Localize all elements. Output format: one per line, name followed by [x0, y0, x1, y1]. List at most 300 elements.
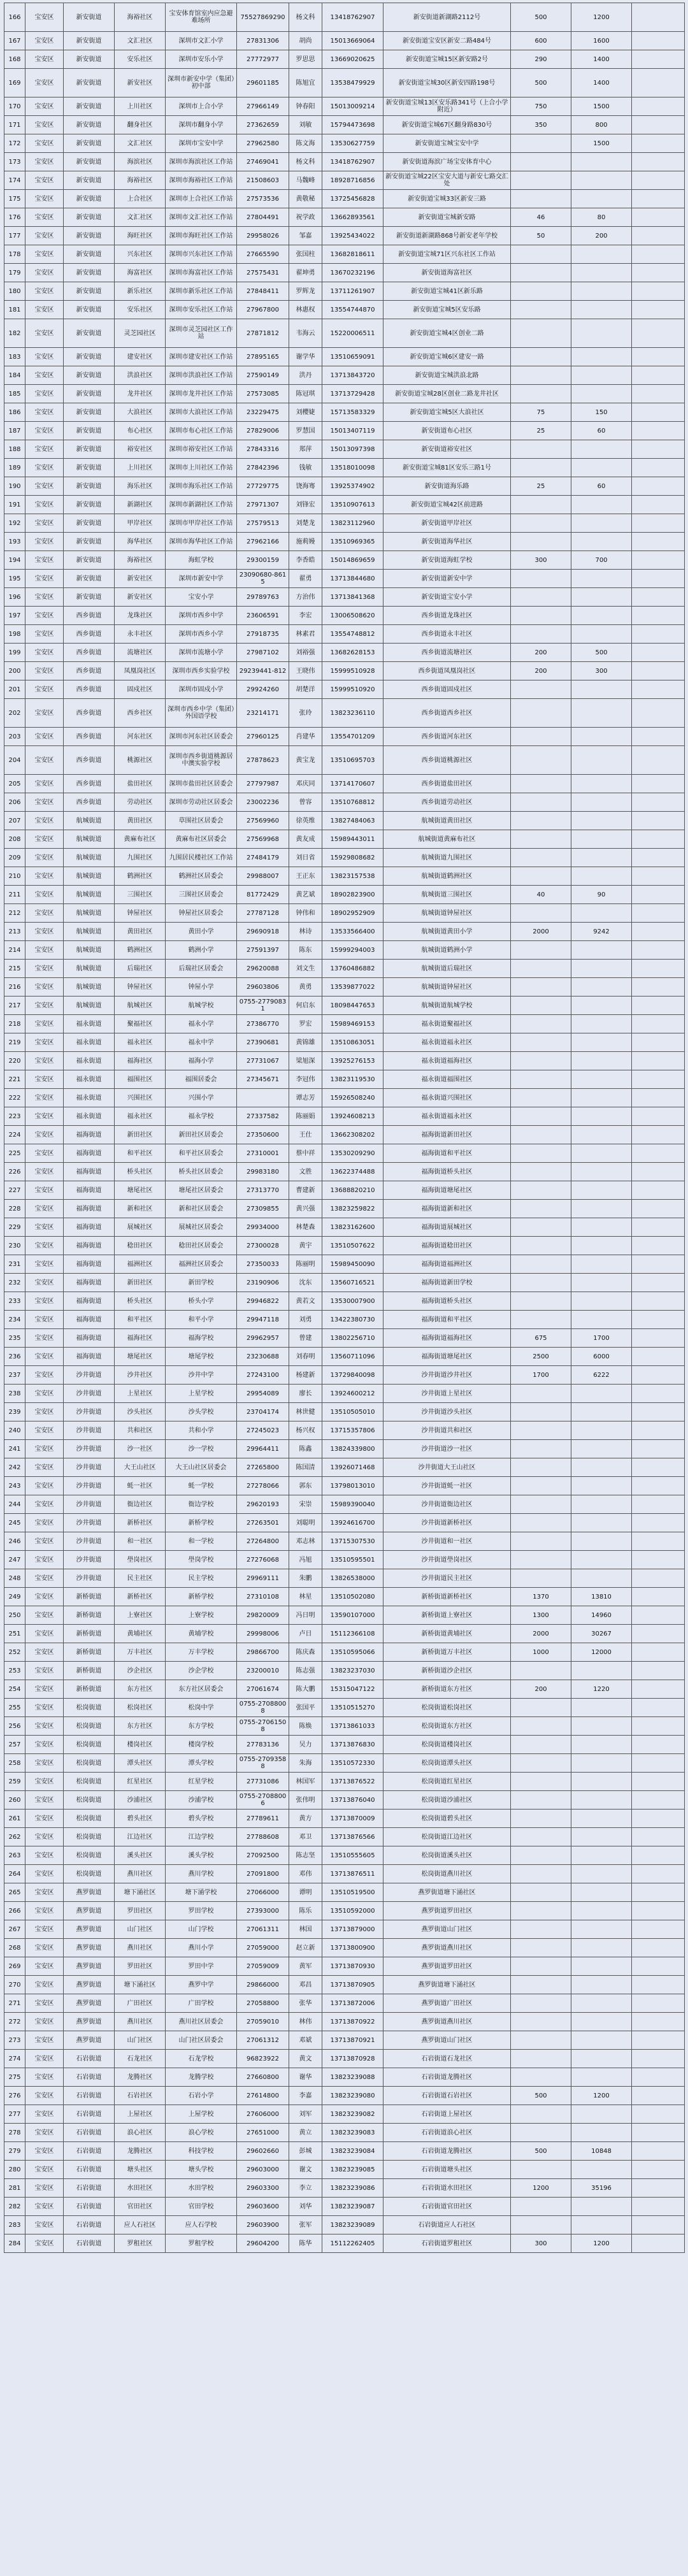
cell-phone: 29969111: [237, 1569, 289, 1588]
cell-blank: [632, 2031, 685, 2050]
cell-street: 西乡街道: [64, 775, 115, 793]
cell-address: 西乡街道固戍社区: [383, 680, 511, 699]
cell-mobile: 15999510928: [322, 662, 383, 680]
cell-area: [511, 1514, 571, 1532]
cell-mobile: 13823119530: [322, 1070, 383, 1089]
cell-contact: 黄锦雄: [289, 1033, 322, 1052]
cell-row-index: 226: [4, 1163, 25, 1181]
table-row: [4, 1680, 685, 1699]
cell-contact: 黄友成: [289, 830, 322, 849]
cell-shelter-name: 福永学校: [166, 1107, 237, 1126]
cell-shelter-name: 九围居民楼社区工作站: [166, 849, 237, 867]
cell-district: 宝安区: [25, 208, 64, 227]
cell-address: 燕罗街道罗田社区: [383, 1957, 511, 1976]
cell-district: 宝安区: [25, 459, 64, 477]
cell-area: [511, 775, 571, 793]
cell-street: 沙井街道: [64, 1551, 115, 1569]
cell-community: 新湖社区: [115, 496, 166, 514]
cell-contact: 刘军: [289, 2105, 322, 2124]
cell-street: 西乡街道: [64, 607, 115, 625]
table-row: [4, 227, 685, 245]
cell-contact: 朱海: [289, 1754, 322, 1773]
table-row: [4, 746, 685, 775]
cell-address: 沙井街道沙一社区: [383, 1440, 511, 1458]
cell-area: 750: [511, 97, 571, 116]
cell-mobile: 13510595066: [322, 1643, 383, 1662]
cell-street: 石岩街道: [64, 2105, 115, 2124]
cell-community: 应人石社区: [115, 2216, 166, 2234]
cell-row-index: 191: [4, 496, 25, 514]
cell-district: 宝安区: [25, 1810, 64, 1828]
cell-phone: 29954089: [237, 1385, 289, 1403]
cell-street: 新桥街道: [64, 1606, 115, 1625]
cell-blank: [632, 1606, 685, 1625]
cell-capacity: [571, 1773, 632, 1791]
cell-community: 石龙社区: [115, 2050, 166, 2068]
cell-blank: [632, 1699, 685, 1717]
cell-mobile: 13823112960: [322, 514, 383, 533]
cell-street: 松岗街道: [64, 1773, 115, 1791]
cell-capacity: [571, 978, 632, 997]
cell-row-index: 243: [4, 1477, 25, 1495]
cell-street: 航城街道: [64, 997, 115, 1015]
cell-blank: [632, 1680, 685, 1699]
table-row: [4, 886, 685, 904]
cell-phone: 27569960: [237, 812, 289, 830]
cell-district: 宝安区: [25, 2161, 64, 2179]
cell-contact: 林世健: [289, 1403, 322, 1421]
cell-row-index: 209: [4, 849, 25, 867]
cell-address: 燕罗街道广田社区: [383, 1994, 511, 2013]
cell-contact: 陈大鹏: [289, 1680, 322, 1699]
cell-row-index: 269: [4, 1957, 25, 1976]
cell-district: 宝安区: [25, 680, 64, 699]
cell-phone: 27804491: [237, 208, 289, 227]
cell-capacity: [571, 2013, 632, 2031]
cell-area: 350: [511, 116, 571, 134]
cell-shelter-name: 民主学校: [166, 1569, 237, 1588]
table-row: [4, 570, 685, 588]
cell-area: 2000: [511, 1625, 571, 1643]
cell-area: [511, 1107, 571, 1126]
cell-shelter-name: 草围社区居委会: [166, 812, 237, 830]
cell-contact: 张玲: [289, 699, 322, 728]
cell-row-index: 189: [4, 459, 25, 477]
table-row: [4, 680, 685, 699]
cell-district: 宝安区: [25, 1625, 64, 1643]
cell-capacity: [571, 1846, 632, 1865]
cell-capacity: 1200: [571, 3, 632, 32]
cell-capacity: [571, 2031, 632, 2050]
cell-blank: [632, 1662, 685, 1680]
cell-community: 海乐社区: [115, 477, 166, 496]
cell-address: 新安街道宝城33区新安三路: [383, 190, 511, 208]
cell-blank: [632, 477, 685, 496]
cell-mobile: 13510969365: [322, 533, 383, 551]
cell-phone: 27573085: [237, 385, 289, 403]
cell-row-index: 183: [4, 348, 25, 366]
cell-row-index: 273: [4, 2031, 25, 2050]
cell-row-index: 217: [4, 997, 25, 1015]
cell-address: 新安街道海乐路: [383, 477, 511, 496]
cell-district: 宝安区: [25, 1643, 64, 1662]
cell-row-index: 179: [4, 264, 25, 282]
cell-row-index: 198: [4, 625, 25, 644]
cell-community: 裕安社区: [115, 440, 166, 459]
cell-phone: 29946822: [237, 1292, 289, 1311]
cell-blank: [632, 348, 685, 366]
cell-shelter-name: 深圳市大浪社区工作站: [166, 403, 237, 422]
cell-phone: 27579513: [237, 514, 289, 533]
cell-contact: 张伟明: [289, 1791, 322, 1810]
cell-row-index: 196: [4, 588, 25, 607]
cell-capacity: [571, 1810, 632, 1828]
cell-blank: [632, 1532, 685, 1551]
cell-mobile: 13823162600: [322, 1218, 383, 1237]
cell-street: 沙井街道: [64, 1514, 115, 1532]
cell-area: [511, 1532, 571, 1551]
cell-area: [511, 1773, 571, 1791]
table-row: [4, 514, 685, 533]
cell-contact: 谢学华: [289, 348, 322, 366]
cell-capacity: [571, 775, 632, 793]
cell-contact: 张军: [289, 2216, 322, 2234]
cell-area: [511, 1292, 571, 1311]
cell-mobile: 13802256710: [322, 1329, 383, 1348]
cell-blank: [632, 607, 685, 625]
cell-address: 新桥街道沙企社区: [383, 1662, 511, 1680]
cell-mobile: 13622374488: [322, 1163, 383, 1181]
cell-address: 燕罗街道燕川社区: [383, 2013, 511, 2031]
cell-phone: 27059010: [237, 2013, 289, 2031]
cell-community: 海旺社区: [115, 227, 166, 245]
cell-row-index: 249: [4, 1588, 25, 1606]
cell-community: 三围社区: [115, 886, 166, 904]
cell-community: 上屋社区: [115, 2105, 166, 2124]
cell-street: 石岩街道: [64, 2124, 115, 2142]
cell-district: 宝安区: [25, 403, 64, 422]
cell-district: 宝安区: [25, 1736, 64, 1754]
cell-shelter-name: 广田学校: [166, 1994, 237, 2013]
cell-mobile: 13823237030: [322, 1662, 383, 1680]
cell-contact: 饶海骞: [289, 477, 322, 496]
cell-community: 黄麻布社区: [115, 830, 166, 849]
cell-address: 新安街道宝城30区新安四路198号: [383, 69, 511, 97]
cell-district: 宝安区: [25, 997, 64, 1015]
cell-phone: 27789611: [237, 1810, 289, 1828]
cell-address: 航城街道九围社区: [383, 849, 511, 867]
cell-mobile: 13713872006: [322, 1994, 383, 2013]
cell-address: 新安街道宝城13区安乐路341号（上合小学附近）: [383, 97, 511, 116]
cell-contact: 林诗: [289, 923, 322, 941]
cell-address: 西乡街道盐田社区: [383, 775, 511, 793]
table-row: [4, 775, 685, 793]
cell-mobile: 18928716856: [322, 171, 383, 190]
cell-blank: [632, 680, 685, 699]
cell-street: 石岩街道: [64, 2234, 115, 2253]
cell-district: 宝安区: [25, 644, 64, 662]
cell-area: [511, 1421, 571, 1440]
table-row: [4, 1366, 685, 1385]
cell-blank: [632, 1625, 685, 1643]
cell-shelter-name: 山门社区居委会: [166, 2031, 237, 2050]
cell-mobile: 13510595501: [322, 1551, 383, 1569]
cell-row-index: 223: [4, 1107, 25, 1126]
cell-blank: [632, 625, 685, 644]
cell-phone: 27061312: [237, 2031, 289, 2050]
cell-phone: 0755-27088006: [237, 1791, 289, 1810]
cell-district: 宝安区: [25, 264, 64, 282]
cell-blank: [632, 1144, 685, 1163]
table-row: [4, 1699, 685, 1717]
cell-row-index: 176: [4, 208, 25, 227]
cell-capacity: [571, 514, 632, 533]
cell-row-index: 171: [4, 116, 25, 134]
cell-blank: [632, 2124, 685, 2142]
cell-street: 新安街道: [64, 245, 115, 264]
cell-contact: 彭城: [289, 2142, 322, 2161]
cell-address: 新桥街道万丰社区: [383, 1643, 511, 1662]
cell-capacity: [571, 440, 632, 459]
cell-row-index: 252: [4, 1643, 25, 1662]
cell-blank: [632, 978, 685, 997]
cell-capacity: 1220: [571, 1680, 632, 1699]
cell-district: 宝安区: [25, 190, 64, 208]
cell-community: 沙浦社区: [115, 1791, 166, 1810]
cell-community: 和平社区: [115, 1311, 166, 1329]
cell-address: 福海街道新田学校: [383, 1274, 511, 1292]
cell-street: 沙井街道: [64, 1403, 115, 1421]
cell-blank: [632, 1773, 685, 1791]
cell-area: [511, 301, 571, 319]
cell-phone: 27871812: [237, 319, 289, 348]
cell-district: 宝安区: [25, 1662, 64, 1680]
table-row: [4, 1828, 685, 1846]
cell-phone: 29603600: [237, 2198, 289, 2216]
cell-community: 展城社区: [115, 1218, 166, 1237]
cell-address: 新桥街道东方社区: [383, 1680, 511, 1699]
cell-community: 新安社区: [115, 570, 166, 588]
cell-capacity: [571, 1070, 632, 1089]
cell-blank: [632, 1329, 685, 1348]
table-body: [4, 3, 685, 2253]
cell-row-index: 241: [4, 1440, 25, 1458]
cell-district: 宝安区: [25, 2179, 64, 2198]
cell-area: [511, 1791, 571, 1810]
cell-row-index: 211: [4, 886, 25, 904]
cell-address: 新安街道宝城5区安乐路: [383, 301, 511, 319]
cell-shelter-name: 塘尾社区居委会: [166, 1181, 237, 1200]
cell-mobile: 13669020625: [322, 50, 383, 69]
cell-shelter-name: 官田学校: [166, 2198, 237, 2216]
cell-shelter-name: 黄田小学: [166, 923, 237, 941]
cell-community: 洪浪社区: [115, 366, 166, 385]
cell-contact: 王仕: [289, 1126, 322, 1144]
cell-phone: 75527869290: [237, 3, 289, 32]
cell-mobile: 13729840098: [322, 1366, 383, 1385]
cell-shelter-name: 江边学校: [166, 1828, 237, 1846]
cell-capacity: [571, 1828, 632, 1846]
cell-shelter-name: 衙边学校: [166, 1495, 237, 1514]
cell-area: [511, 1255, 571, 1274]
cell-community: 钟屋社区: [115, 978, 166, 997]
cell-address: 福永街道福围社区: [383, 1070, 511, 1089]
cell-row-index: 259: [4, 1773, 25, 1791]
cell-phone: 27469041: [237, 153, 289, 171]
cell-area: 200: [511, 662, 571, 680]
cell-capacity: [571, 1255, 632, 1274]
table-row: [4, 978, 685, 997]
cell-area: [511, 2031, 571, 2050]
cell-mobile: 13725456828: [322, 190, 383, 208]
table-row: [4, 1736, 685, 1754]
cell-shelter-name: 罗租学校: [166, 2234, 237, 2253]
cell-phone: 29603300: [237, 2179, 289, 2198]
cell-address: 沙井街道衙边社区: [383, 1495, 511, 1514]
cell-capacity: [571, 385, 632, 403]
cell-community: 上川社区: [115, 459, 166, 477]
table-row: [4, 366, 685, 385]
cell-shelter-name: 新桥学校: [166, 1588, 237, 1606]
cell-capacity: [571, 1015, 632, 1033]
cell-row-index: 205: [4, 775, 25, 793]
cell-blank: [632, 1939, 685, 1957]
cell-address: 航城街道钟屋社区: [383, 904, 511, 923]
cell-contact: 林国军: [289, 1773, 322, 1791]
cell-row-index: 270: [4, 1976, 25, 1994]
cell-row-index: 267: [4, 1920, 25, 1939]
cell-address: 松岗街道红星社区: [383, 1773, 511, 1791]
cell-street: 福永街道: [64, 1015, 115, 1033]
cell-area: 500: [511, 2087, 571, 2105]
cell-row-index: 254: [4, 1680, 25, 1699]
cell-shelter-name: 万丰学校: [166, 1643, 237, 1662]
cell-blank: [632, 644, 685, 662]
cell-shelter-name: 新和社区居委会: [166, 1200, 237, 1218]
cell-contact: 黄宇: [289, 1237, 322, 1255]
cell-street: 新安街道: [64, 97, 115, 116]
cell-address: 石岩街道水田社区: [383, 2179, 511, 2198]
cell-district: 宝安区: [25, 886, 64, 904]
cell-mobile: 13518010098: [322, 459, 383, 477]
cell-phone: 29604200: [237, 2234, 289, 2253]
cell-contact: 陈焕: [289, 1717, 322, 1736]
cell-blank: [632, 459, 685, 477]
cell-blank: [632, 1015, 685, 1033]
cell-area: [511, 830, 571, 849]
cell-mobile: 13713870921: [322, 2031, 383, 2050]
cell-street: 新安街道: [64, 190, 115, 208]
cell-street: 燕罗街道: [64, 1883, 115, 1902]
cell-row-index: 231: [4, 1255, 25, 1274]
cell-community: 塘尾社区: [115, 1181, 166, 1200]
cell-street: 燕罗街道: [64, 1994, 115, 2013]
cell-phone: 29983180: [237, 1163, 289, 1181]
cell-shelter-name: 新田社区居委会: [166, 1126, 237, 1144]
cell-shelter-name: 深圳市新安中学: [166, 570, 237, 588]
cell-community: 水田社区: [115, 2179, 166, 2198]
cell-street: 航城街道: [64, 812, 115, 830]
cell-blank: [632, 662, 685, 680]
cell-capacity: [571, 793, 632, 812]
cell-street: 西乡街道: [64, 644, 115, 662]
cell-address: 沙井街道壆岗社区: [383, 1551, 511, 1569]
cell-shelter-name: 深圳市西乡中学（集团）外国语学校: [166, 699, 237, 728]
table-row: [4, 282, 685, 301]
cell-area: [511, 2124, 571, 2142]
cell-row-index: 184: [4, 366, 25, 385]
cell-capacity: [571, 2124, 632, 2142]
cell-contact: 韦海云: [289, 319, 322, 348]
cell-row-index: 230: [4, 1237, 25, 1255]
cell-capacity: 6000: [571, 1348, 632, 1366]
cell-area: [511, 245, 571, 264]
cell-shelter-name: 展城社区居委会: [166, 1218, 237, 1237]
cell-row-index: 257: [4, 1736, 25, 1754]
cell-street: 航城街道: [64, 923, 115, 941]
cell-row-index: 215: [4, 960, 25, 978]
cell-blank: [632, 1569, 685, 1588]
cell-row-index: 193: [4, 533, 25, 551]
cell-address: 福海街道桥头社区: [383, 1163, 511, 1181]
cell-mobile: 13560711096: [322, 1348, 383, 1366]
cell-phone: 29866000: [237, 1976, 289, 1994]
cell-row-index: 203: [4, 728, 25, 746]
cell-contact: 林星: [289, 1588, 322, 1606]
cell-phone: 27265800: [237, 1458, 289, 1477]
table-row: [4, 1717, 685, 1736]
cell-district: 宝安区: [25, 50, 64, 69]
cell-district: 宝安区: [25, 1070, 64, 1089]
cell-address: 新安街道宝城4区创业二路: [383, 319, 511, 348]
table-row: [4, 422, 685, 440]
cell-address: 新安街道宝安小学: [383, 588, 511, 607]
cell-phone: 23214171: [237, 699, 289, 728]
cell-address: 新安街道海富社区: [383, 264, 511, 282]
cell-address: 福海街道桥头社区: [383, 1292, 511, 1311]
cell-mobile: 13682818611: [322, 245, 383, 264]
cell-contact: 李立: [289, 2179, 322, 2198]
cell-street: 福海街道: [64, 1144, 115, 1163]
cell-mobile: 15989450090: [322, 1255, 383, 1274]
cell-row-index: 274: [4, 2050, 25, 2068]
cell-contact: 郑萍: [289, 440, 322, 459]
cell-shelter-name: 燕川学校: [166, 1865, 237, 1883]
cell-contact: 冯日明: [289, 1606, 322, 1625]
cell-blank: [632, 551, 685, 570]
cell-blank: [632, 775, 685, 793]
cell-shelter-name: 后瑞社区居委会: [166, 960, 237, 978]
cell-blank: [632, 1957, 685, 1976]
cell-capacity: [571, 830, 632, 849]
cell-shelter-name: 沙头学校: [166, 1403, 237, 1421]
cell-mobile: 13924616700: [322, 1514, 383, 1532]
cell-shelter-name: 深圳市灵芝园社区工作站: [166, 319, 237, 348]
cell-mobile: 13510505010: [322, 1403, 383, 1421]
cell-capacity: [571, 190, 632, 208]
cell-mobile: 15999510920: [322, 680, 383, 699]
cell-contact: 罗思思: [289, 50, 322, 69]
cell-address: 航城街道黄田社区: [383, 812, 511, 830]
cell-capacity: 300: [571, 662, 632, 680]
cell-community: 广田社区: [115, 1994, 166, 2013]
cell-street: 新安街道: [64, 514, 115, 533]
cell-shelter-name: 宝安体育馆室内应急避难场所: [166, 3, 237, 32]
cell-community: 官田社区: [115, 2198, 166, 2216]
cell-area: [511, 1403, 571, 1421]
cell-capacity: 80: [571, 208, 632, 227]
cell-contact: 廖长: [289, 1385, 322, 1403]
